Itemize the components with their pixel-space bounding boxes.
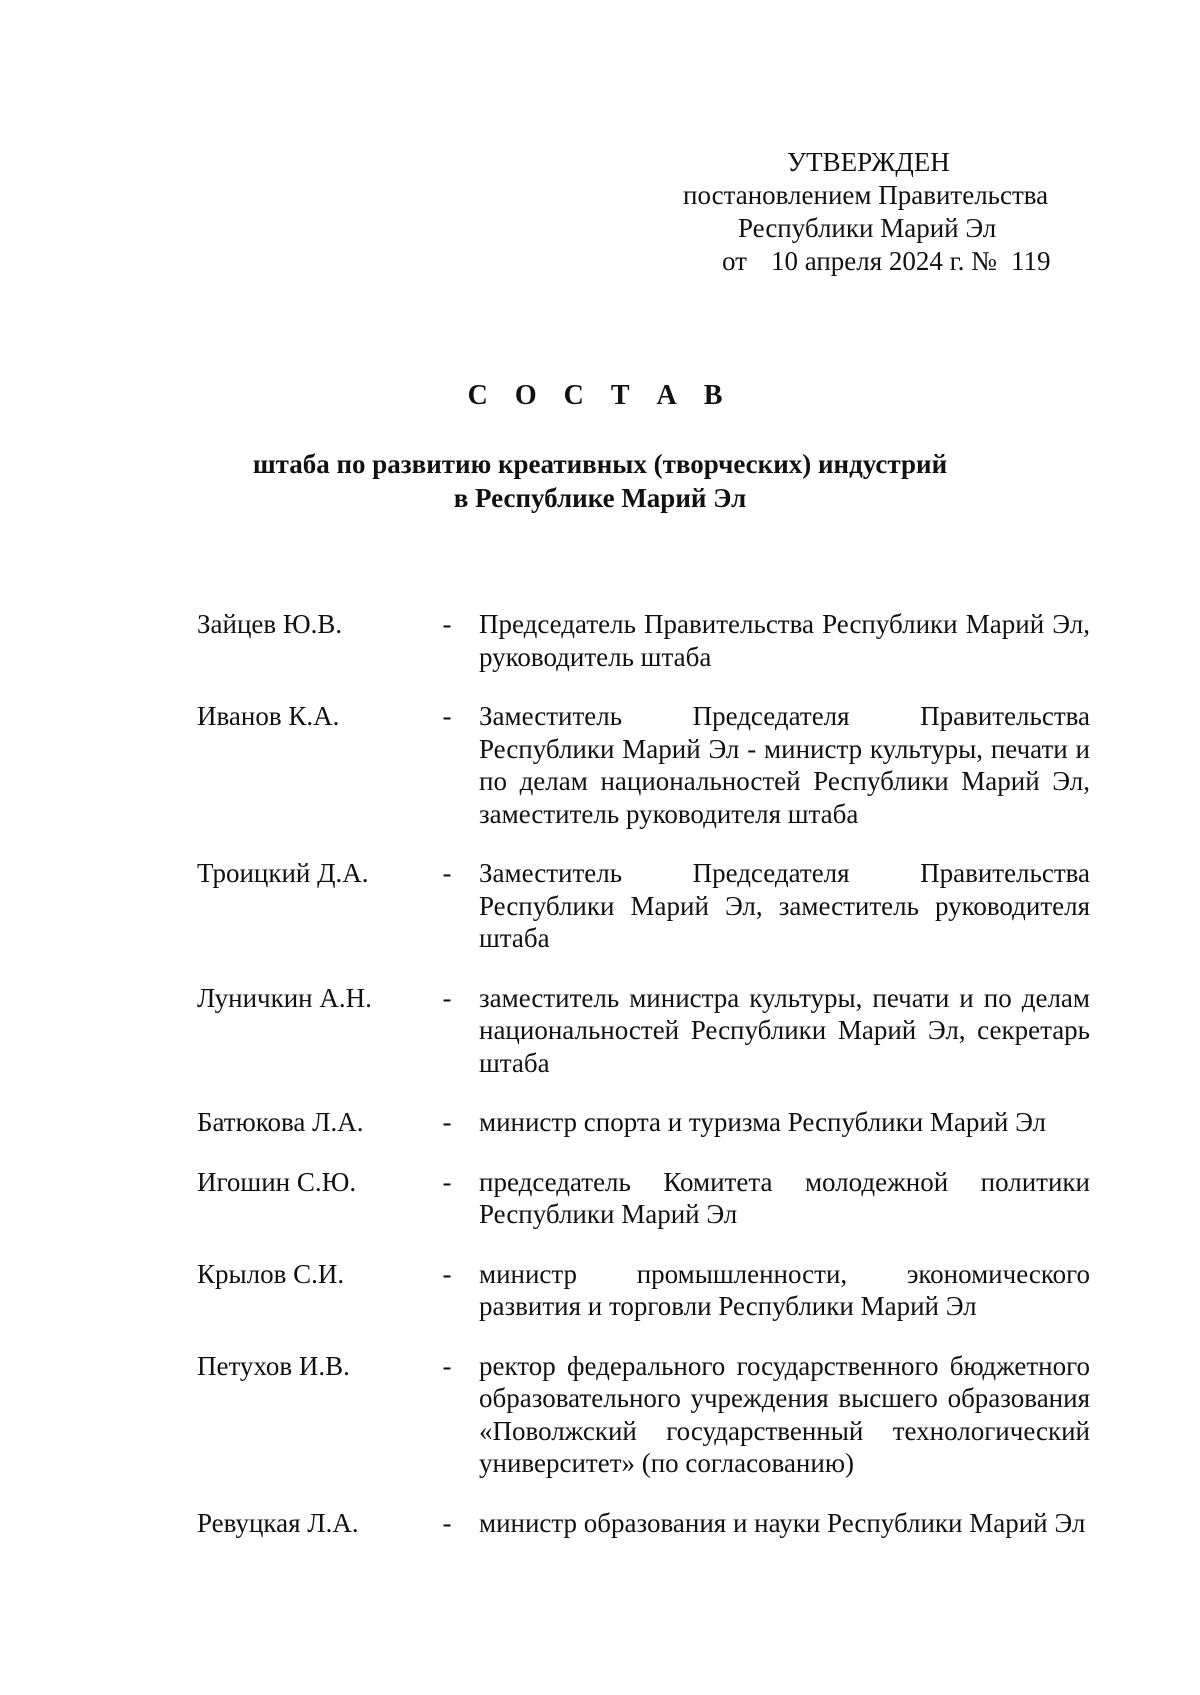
approval-month-year: апреля 2024 г. № [804,246,997,276]
member-row [197,1350,1090,1480]
member-dash: - [442,982,452,1013]
member-dash: - [442,1507,452,1538]
member-role: министр промышленности, экономического развития и торговли Республики Марий Эл [479,1258,1090,1321]
member-role: заместитель министра культуры, печати и по делам национальностей Республики Марий Эл, секретарь штаба [479,982,1090,1078]
member-role: Председатель Правительства Республики Марий Эл, руководитель штаба [479,609,1090,672]
member-name: Батюкова Л.А. [197,1107,364,1137]
document-title: С О С Т А В [467,380,733,411]
member-dash: - [442,609,452,639]
approval-heading: УТВЕРЖДЕН [787,147,950,177]
subtitle-line-2: в Республике Марий Эл [453,483,747,513]
approval-stamp-block [655,146,1085,278]
member-row [197,1258,1090,1323]
member-name: Зайцев Ю.В. [197,609,343,639]
approval-number: 119 [1010,246,1051,276]
approval-date-prefix: от [722,246,747,276]
member-name: Иванов К.А. [197,701,340,731]
member-role: министр спорта и туризма Республики Марий Эл [479,1107,1047,1137]
member-dash: - [442,858,452,888]
member-row [197,700,1090,830]
member-name: Игошин С.Ю. [197,1166,357,1197]
member-role: ректор федерального государственного бюджетного образовательного учреждения высшего образования «Поволжский государственный технологический университет» (по согласованию) [479,1350,1090,1478]
approval-date-line [655,245,1085,278]
member-row [197,1106,1090,1139]
member-row [197,857,1090,955]
member-role: министр образования и науки Республики Марий Эл [479,1507,1086,1538]
member-name: Троицкий Д.А. [197,858,369,888]
member-row [197,1507,1090,1540]
member-row [197,982,1090,1080]
member-dash: - [442,1166,452,1197]
member-role: Заместитель Председателя Правительства Республики Марий Эл, заместитель руководителя штаба [479,858,1090,953]
approval-by-resolution: постановлением Правительства [683,180,1049,210]
member-row [197,608,1090,673]
member-dash: - [442,1107,452,1137]
document-subtitle [0,447,1200,515]
approval-day: 10 [770,246,798,276]
member-name: Луничкин А.Н. [197,982,372,1013]
member-name: Петухов И.В. [197,1350,350,1381]
member-role: председатель Комитета молодежной политики Республики Марий Эл [479,1166,1090,1229]
subtitle-line-1: штаба по развитию креативных (творческих) индустрий [252,449,948,479]
member-name: Ревуцкая Л.А. [197,1507,359,1538]
member-dash: - [442,1258,452,1289]
member-dash: - [442,701,452,731]
approval-republic: Республики Марий Эл [738,213,997,243]
member-row [197,1166,1090,1231]
members-list [197,608,1090,1539]
member-name: Крылов С.И. [197,1258,345,1289]
member-dash: - [442,1350,452,1381]
member-role: Заместитель Председателя Правительства Республики Марий Эл - министр культуры, печати и по делам национальностей Республики Марий Эл, заместитель руководителя штаба [479,701,1090,829]
